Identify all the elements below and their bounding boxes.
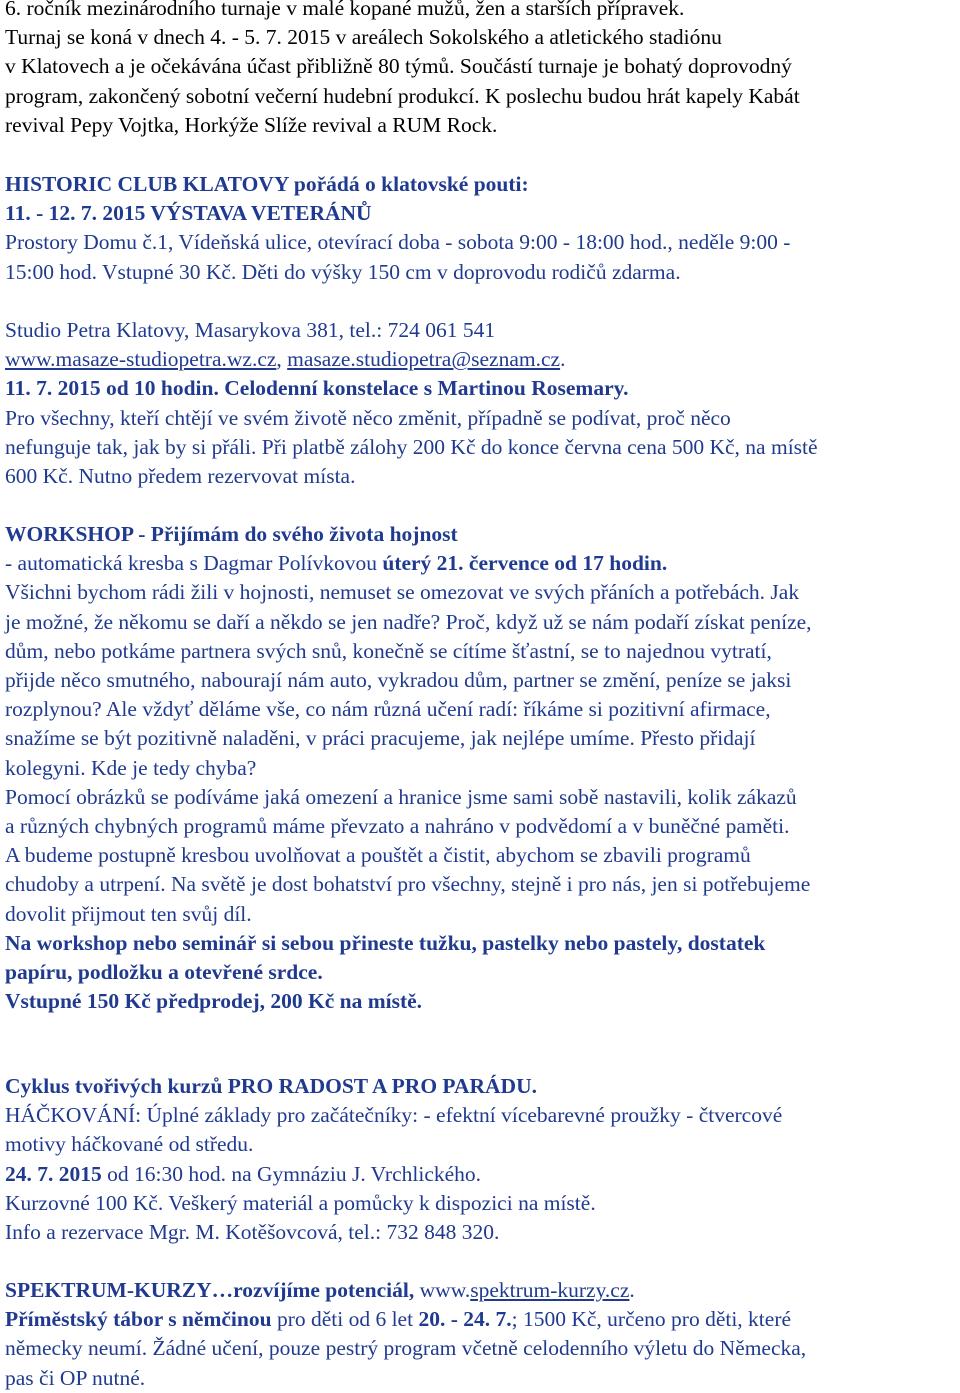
spektrum-line-2 (5, 1305, 955, 1334)
historic-line-1c: , neděle 9:00 - (667, 230, 791, 255)
workshop-p2 (5, 608, 955, 637)
workshop-line-1a: - automatická kresba s Dagmar Polívkovou (5, 551, 383, 576)
intro-line-2: Turnaj se koná v dnech 4. - 5. 7. 2015 v areálech Sokolského a atletického stadiónu (5, 25, 722, 50)
spektrum-line-4: pas či OP nutné. (5, 1365, 146, 1390)
spektrum-camp: Příměstský tábor s němčinou (5, 1307, 272, 1332)
studio-dot: . (560, 347, 566, 372)
workshop-p3: dům, nebo potkáme partnera svých snů, konečně se cítíme šťastní, se to najednou vytratí, (5, 638, 772, 663)
cyklus-line-4: Kurzovné 100 Kč. Veškerý materiál a pomůcky k dispozici na místě. (5, 1190, 596, 1215)
workshop-p11: chudoby a utrpení. Na světě je dost bohatství pro všechny, stejně i pro nás, jen si potřebujeme (5, 872, 811, 897)
workshop-bold-2: papíru, podložku a otevřené srdce. (5, 960, 323, 985)
spektrum-www: www. (414, 1278, 471, 1302)
studio-name: Studio Petra Klatovy (5, 318, 184, 342)
studio-email-link[interactable]: masaze.studiopetra@seznam.cz (287, 347, 561, 372)
historic-line-2a: 15:00 hod. Vstupné 30 Kč (5, 259, 231, 284)
workshop-p5: rozplynou? Ale vždyť děláme vše, co nám různá učení radí: říkáme si pozitivní afirmace, (5, 697, 771, 722)
historic-subtitle: 11. - 12. 7. 2015 VÝSTAVA VETERÁNŮ (5, 201, 372, 226)
spektrum-link[interactable]: spektrum-kurzy.cz (470, 1278, 630, 1302)
spektrum-age: pro děti od 6 let (271, 1307, 419, 1332)
cyklus-date: 24. 7. 2015 (5, 1161, 102, 1186)
studio-address: , Masarykova 381, tel.: 724 061 541 (183, 318, 496, 342)
studio-desc-3: 600 Kč. Nutno předem rezervovat místa. (5, 464, 356, 489)
workshop-bold-1: Na workshop nebo seminář si sebou přineste tužku, pastelky nebo pastely, dostatek (5, 930, 766, 955)
studio-header (5, 316, 955, 345)
workshop-bold-3: Vstupné 150 Kč předprodej, 200 Kč na místě. (5, 989, 423, 1014)
cyklus-line-2: motivy háčkované od středu. (5, 1132, 254, 1157)
workshop-title: WORKSHOP - Přijímám do svého života hojnost (5, 522, 458, 546)
tournament-section (5, 0, 955, 140)
intro-line-3: v Klatovech a je očekávána účast přibližně 80 týmů. Součástí turnaje je bohatý doprovodný (5, 54, 792, 79)
studio-event-date: 11. 7. 2015 od 10 hodin. (5, 376, 219, 401)
studio-section (5, 316, 955, 491)
spektrum-section (5, 1276, 955, 1393)
historic-line-2b: . Děti do výšky 150 cm v doprovodu rodičů zdarma. (230, 259, 681, 284)
cyklus-line-5: Info a rezervace Mgr. M. Kotěšovcová, tel.: 732 848 320. (5, 1220, 500, 1245)
spektrum-title-bold: SPEKTRUM-KURZY…rozvíjíme potenciál, (5, 1278, 415, 1302)
historic-title: HISTORIC CLUB KLATOVY pořádá o klatovské pouti: (5, 172, 529, 196)
intro-line-5: revival Pepy Vojtka, Horkýže Slíže revival a RUM Rock. (5, 112, 498, 137)
workshop-p6: snažíme se být pozitivně naladěni, v práci pracujeme, jak nejlépe umíme. Přesto přidají (5, 726, 756, 751)
historic-line-1b: 1, Vídeňská ulice, otevírací doba - sobota 9:00 - 18:00 hod. (157, 230, 668, 255)
studio-separator: , (276, 347, 288, 372)
workshop-p10: A budeme postupně kresbou uvolňovat a pouštět a čistit, abychom se zbavili programů (5, 843, 751, 868)
spektrum-title (5, 1276, 955, 1305)
workshop-p2a: je možné, že někomu se daří a někdo se jen nadře? (5, 609, 441, 634)
workshop-p7: kolegyni. Kde je tedy chyba? (5, 755, 257, 780)
studio-web-link[interactable]: www.masaze-studiopetra.wz.cz (5, 347, 277, 372)
workshop-p1: Všichni bychom rádi žili v hojnosti, nemuset se omezovat ve svých přáních a potřebách. Jak (5, 580, 800, 605)
spektrum-dot: . (629, 1278, 635, 1302)
intro-line-1: 6. ročník mezinárodního turnaje v malé kopané mužů, žen a starších přípravek. (5, 0, 685, 20)
spektrum-price: ; 1500 Kč, určeno pro děti, které (511, 1307, 792, 1332)
cyklus-title: Cyklus tvořivých kurzů PRO RADOST A PRO PARÁDU. (5, 1074, 537, 1098)
workshop-p8: Pomocí obrázků se podíváme jaká omezení a hranice jsme sami sobě nastavili, kolik zákazů (5, 784, 797, 809)
spektrum-line-3: německy neumí. Žádné učení, pouze pestrý program včetně celodenního výletu do Německa, (5, 1336, 807, 1361)
workshop-section (5, 520, 955, 1016)
cyklus-line-1: HÁČKOVÁNÍ: Úplné základy pro začátečníky: - efektní vícebarevné proužky - čtvercové (5, 1103, 783, 1128)
cyklus-section (5, 1072, 955, 1247)
workshop-p12: dovolit přijmout ten svůj díl. (5, 901, 252, 926)
cyklus-date-rest: od 16:30 hod. na Gymnáziu J. Vrchlického. (101, 1161, 482, 1186)
workshop-p9: a různých chybných programů máme převzato a nahráno v podvědomí a v buněčné paměti. (5, 814, 790, 839)
workshop-p4: přijde něco smutného, nabourají nám auto, vykradou dům, partner se změní, peníze se jaksi (5, 668, 792, 693)
studio-desc-2: nefunguje tak, jak by si přáli. Při platbě zálohy 200 Kč do konce června cena 500 Kč, na místě (5, 434, 818, 459)
workshop-p2b: Proč, když už se nám podaří získat peníze, (440, 609, 812, 634)
historic-line-1a: Prostory Domu č. (5, 230, 158, 255)
cyklus-line-3 (5, 1160, 955, 1189)
workshop-date: úterý 21. července od 17 hodin. (382, 551, 668, 576)
studio-event (5, 374, 955, 403)
historic-section (5, 170, 955, 287)
studio-contact (5, 345, 955, 374)
historic-line-1 (5, 228, 955, 257)
historic-line-2 (5, 258, 955, 287)
workshop-line-1 (5, 549, 955, 578)
studio-event-title: Celodenní konstelace s Martinou Rosemary. (218, 376, 629, 401)
intro-line-4: program, zakončený sobotní večerní hudební produkcí. K poslechu budou hrát kapely Kabát (5, 83, 800, 108)
studio-desc-1: Pro všechny, kteří chtějí ve svém životě něco změnit, případně se podívat, proč něco (5, 405, 731, 430)
spektrum-dates: 20. - 24. 7. (418, 1307, 512, 1332)
